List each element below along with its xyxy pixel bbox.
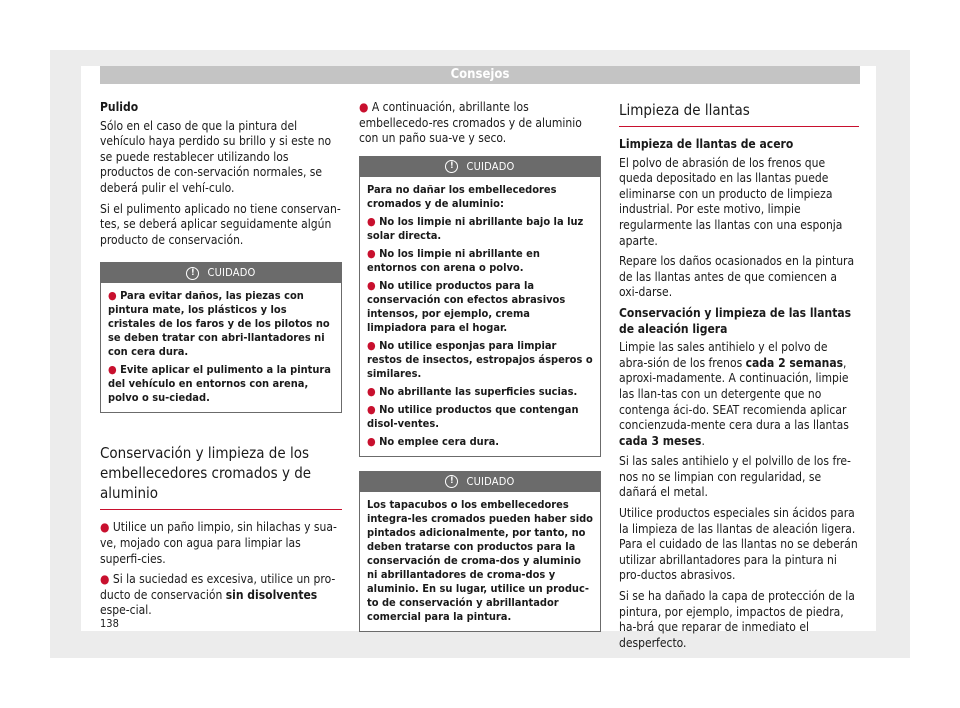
- caution-item: ● No emplee cera dura.: [367, 434, 500, 448]
- caution-box: [100, 262, 342, 413]
- page-number: 138: [100, 617, 119, 630]
- bullet-icon: ●: [108, 363, 121, 377]
- caution-item: ● Para evitar daños, las piezas con pintura mate, los plásticos y los cristales de los faros y de los pilotos no se deben tratar con abri-llantadores ni con cera dura.: [108, 289, 330, 359]
- caution-label: CUIDADO: [207, 266, 256, 280]
- bullet-icon: ●: [367, 246, 380, 260]
- caution-body: [101, 283, 341, 412]
- bullet-item: ● Si la suciedad es excesiva, utilice un pro-ducto de conservación sin disolventes espe-cial.: [100, 572, 336, 618]
- column-left: [100, 100, 342, 624]
- bullet-icon: ●: [367, 384, 380, 398]
- bullet-icon: ●: [100, 520, 113, 535]
- bullet-icon: ●: [100, 572, 113, 587]
- caution-item: ● No abrillante las superficies sucias.: [367, 384, 578, 398]
- caution-item: ● No utilice productos para la conservación con efectos abrasivos intensos, por ejemplo, crema limpiadora para el hogar.: [367, 278, 566, 334]
- caution-header: [101, 263, 341, 283]
- caution-body: [360, 492, 600, 631]
- subheading: Limpieza de llantas de acero: [619, 137, 794, 151]
- bullet-icon: ●: [367, 402, 380, 416]
- column-middle: [359, 100, 601, 632]
- caution-item: ● Evite aplicar el pulimento a la pintura del vehículo en entornos con arena, polvo o su-ciedad.: [108, 363, 331, 405]
- paragraph: Utilice productos especiales sin ácidos para la limpieza de las llantas de aleación ligera. Para el cuidado de las llantas no se deberán utilizar abrillantadores para la pintura ni pro-ductos abrasivos.: [619, 506, 858, 583]
- bullet-icon: ●: [367, 214, 380, 228]
- section-title: Limpieza de llantas: [619, 100, 859, 127]
- bullet-icon: ●: [108, 289, 121, 303]
- heading-pulido: Pulido: [100, 100, 139, 114]
- paragraph: Si las sales antihielo y el polvillo de los fre-nos no se limpian con regularidad, se dañará el metal.: [619, 454, 851, 500]
- bullet-icon: ●: [359, 100, 372, 114]
- caution-box: [359, 156, 601, 457]
- paragraph: Si se ha dañado la capa de protección de la pintura, por ejemplo, impactos de piedra, ha-brá que reparar de inmediato el desperfecto.: [619, 589, 855, 650]
- caution-item: ● No los limpie ni abrillante bajo la luz solar directa.: [367, 214, 584, 242]
- paragraph: Si el pulimento aplicado no tiene conservan-tes, se deberá aplicar seguidamente algún producto de conservación.: [100, 201, 341, 247]
- warning-icon: !: [186, 267, 199, 280]
- bullet-icon: ●: [367, 434, 380, 448]
- bullet-icon: ●: [367, 338, 380, 352]
- bullet-icon: ●: [367, 278, 380, 292]
- bullet-item: ● A continuación, abrillante los embellecedo-res cromados y de aluminio con un paño sua-ve y seco.: [359, 100, 582, 146]
- section-title: Conservación y limpieza de los embellecedores cromados y de aluminio: [100, 443, 342, 510]
- caution-text: Los tapacubos o los embellecedores integra-les cromados pueden haber sido pintados adicionalmente, por tanto, no deben tratarse con productos para la conservación de croma-dos y aluminio ni abrillantadores de croma-dos y aluminio. En su lugar, utilice un produc-to de conservación y abrillantador comercial para la pintura.: [367, 497, 593, 623]
- paragraph: Repare los daños ocasionados en la pintura de las llantas antes de que comiencen a oxi-darse.: [619, 254, 855, 300]
- caution-header: [360, 157, 600, 177]
- paragraph: El polvo de abrasión de los frenos que queda depositado en las llantas puede eliminarse con un producto de limpieza industrial. Por este motivo, limpie regularmente las llantas con una esponja aparte.: [619, 155, 843, 248]
- caution-item: ● No utilice productos que contengan disol-ventes.: [367, 402, 579, 430]
- paragraph: Limpie las sales antihielo y el polvo de abra-sión de los frenos cada 2 semanas, aproxi-madamente. A continuación, limpie las llan-tas con un detergente que no contenga áci-do. SEAT recomienda aplicar concienzuda-mente cera dura a las llantas cada 3 meses.: [619, 340, 849, 448]
- warning-icon: !: [445, 475, 458, 488]
- caution-intro: Para no dañar los embellecedores cromados y de aluminio:: [367, 182, 557, 210]
- caution-box: [359, 471, 601, 632]
- caution-header: [360, 472, 600, 492]
- caution-item: ● No utilice esponjas para limpiar restos de insectos, estropajos ásperos o similares.: [367, 338, 593, 380]
- column-right: [619, 100, 859, 656]
- paragraph: Sólo en el caso de que la pintura del vehículo haya perdido su brillo y si este no se puede restablecer utilizando los productos de con-servación normales, se deberá pulir el vehí-culo.: [100, 118, 332, 195]
- caution-label: CUIDADO: [466, 474, 515, 488]
- subheading: Conservación y limpieza de las llantas de aleación ligera: [619, 305, 852, 336]
- header-title: Consejos: [450, 67, 510, 82]
- caution-label: CUIDADO: [466, 159, 515, 173]
- caution-item: ● No los limpie ni abrillante en entornos con arena o polvo.: [367, 246, 540, 274]
- warning-icon: !: [445, 160, 458, 173]
- bullet-item: ● Utilice un paño limpio, sin hilachas y sua-ve, mojado con agua para limpiar las superfi-cies.: [100, 520, 337, 566]
- caution-body: [360, 177, 600, 456]
